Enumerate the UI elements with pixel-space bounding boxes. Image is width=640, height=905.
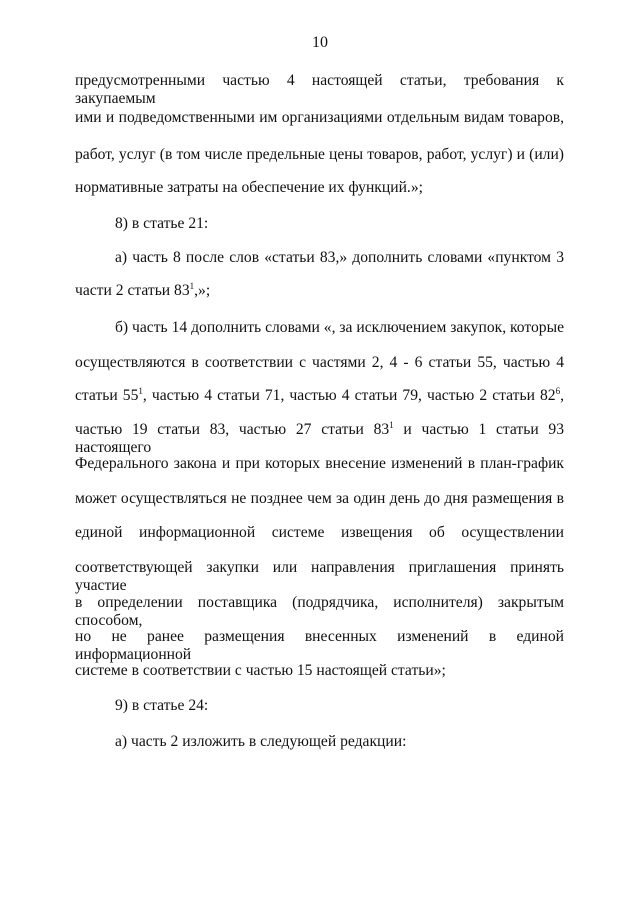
text-line: а) часть 8 после слов «статьи 83,» дополнить словами «пунктом 3 (115, 249, 564, 266)
text-line: статьи $55^1$, частью 4 статьи 71, частью 4 статьи 79, частью 2 статьи $82^6$, (75, 386, 564, 404)
text-line: осуществляются в соответствии с частями 2, 4 - 6 статьи 55, частью 4 (75, 354, 564, 371)
text-line: частью 19 статьи 83, частью 27 статьи $83^1$ и частью 1 статьи 93 настоящего (75, 420, 564, 456)
text-line: соответствующей закупки или направления приглашения принять участие (75, 559, 564, 594)
text-line: системе в соответствии с частью 15 настоящей статьи»; (75, 662, 446, 679)
text-line: Федерального закона и при которых внесение изменений в план-график (75, 455, 564, 472)
text-line: работ, услуг (в том числе предельные цены товаров, работ, услуг) и (или) (75, 146, 564, 163)
page-number: 10 (312, 34, 328, 51)
text-line: ими и подведомственными им организациями отдельным видам товаров, (75, 109, 564, 126)
text-line: но не ранее размещения внесенных изменений в единой информационной (75, 628, 564, 663)
text-line: части 2 статьи $83^1$,»; (75, 281, 211, 299)
text-line: в определении поставщика (подрядчика, исполнителя) закрытым способом, (75, 594, 564, 629)
text-line: единой информационной системе извещения об осуществлении (75, 524, 564, 541)
list-item-heading: 9) в статье 24: (115, 697, 209, 714)
text-line: а) часть 2 изложить в следующей редакции: (115, 733, 407, 750)
text-line: б) часть 14 дополнить словами «, за исключением закупок, которые (115, 319, 564, 336)
text-line: может осуществляться не позднее чем за один день до дня размещения в (75, 490, 564, 507)
text-line: предусмотренными частью 4 настоящей статьи, требования к закупаемым (75, 72, 564, 107)
text-line: нормативные затраты на обеспечение их функций.»; (75, 179, 423, 196)
list-item-heading: 8) в статье 21: (115, 215, 209, 232)
